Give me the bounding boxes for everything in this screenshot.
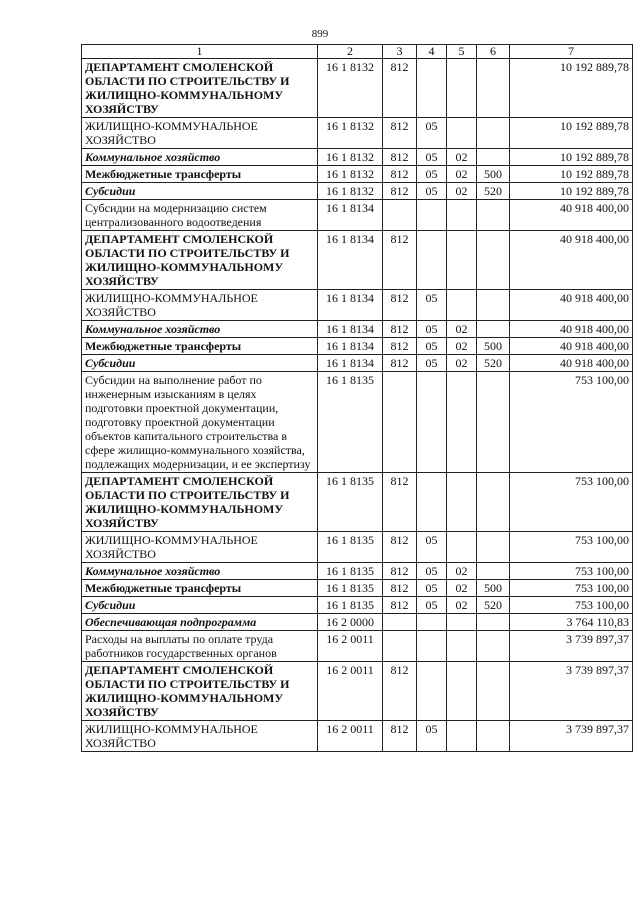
subsection-cell [447,662,477,721]
target-article-cell: 16 1 8135 [318,563,383,580]
table-row [82,321,633,338]
expense-kind-cell: 500 [477,338,510,355]
row-name-cell: Субсидии на модернизацию систем централизованного водоотведения [82,200,318,231]
table-row [82,532,633,563]
section-cell: 05 [417,183,447,200]
table-row [82,166,633,183]
amount-cell: 753 100,00 [510,372,633,473]
expense-kind-cell [477,200,510,231]
column-header-7: 7 [510,45,633,59]
row-name-cell: ДЕПАРТАМЕНТ СМОЛЕНСКОЙ ОБЛАСТИ ПО СТРОИТЕЛЬСТВУ И ЖИЛИЩНО-КОММУНАЛЬНОМУ ХОЗЯЙСТВУ [82,473,318,532]
target-article-cell: 16 1 8134 [318,321,383,338]
section-cell: 05 [417,290,447,321]
expense-kind-cell [477,59,510,118]
amount-cell: 3 739 897,37 [510,631,633,662]
expense-type-cell [383,372,417,473]
subsection-cell [447,532,477,563]
target-article-cell: 16 2 0000 [318,614,383,631]
page-number: 899 [311,28,329,40]
section-cell: 05 [417,597,447,614]
subsection-cell: 02 [447,338,477,355]
expense-kind-cell [477,721,510,752]
section-cell [417,614,447,631]
target-article-cell: 16 1 8135 [318,372,383,473]
section-cell: 05 [417,338,447,355]
target-article-cell: 16 1 8135 [318,580,383,597]
expense-type-cell: 812 [383,597,417,614]
amount-cell: 40 918 400,00 [510,321,633,338]
expense-kind-cell [477,631,510,662]
expense-kind-cell [477,662,510,721]
row-name-cell: Коммунальное хозяйство [82,149,318,166]
target-article-cell: 16 1 8134 [318,355,383,372]
table-row [82,473,633,532]
amount-cell: 10 192 889,78 [510,59,633,118]
amount-cell: 753 100,00 [510,473,633,532]
row-name-cell: Межбюджетные трансферты [82,338,318,355]
target-article-cell: 16 1 8134 [318,231,383,290]
section-cell: 05 [417,721,447,752]
subsection-cell [447,200,477,231]
expense-type-cell: 812 [383,166,417,183]
row-name-cell: Межбюджетные трансферты [82,166,318,183]
subsection-cell: 02 [447,597,477,614]
target-article-cell: 16 1 8135 [318,532,383,563]
expense-kind-cell: 520 [477,597,510,614]
expense-type-cell: 812 [383,563,417,580]
row-name-cell: ЖИЛИЩНО-КОММУНАЛЬНОЕ ХОЗЯЙСТВО [82,532,318,563]
row-name-cell: Межбюджетные трансферты [82,580,318,597]
subsection-cell [447,290,477,321]
expense-kind-cell [477,614,510,631]
section-cell: 05 [417,118,447,149]
subsection-cell [447,372,477,473]
row-name-cell: ДЕПАРТАМЕНТ СМОЛЕНСКОЙ ОБЛАСТИ ПО СТРОИТЕЛЬСТВУ И ЖИЛИЩНО-КОММУНАЛЬНОМУ ХОЗЯЙСТВУ [82,662,318,721]
row-name-cell: ЖИЛИЩНО-КОММУНАЛЬНОЕ ХОЗЯЙСТВО [82,118,318,149]
table-row [82,183,633,200]
expense-type-cell: 812 [383,338,417,355]
table-body [82,59,633,752]
table-row [82,355,633,372]
row-name-cell: Субсидии на выполнение работ по инженерным изысканиям в целях подготовки проектной документации, подготовку проектной документации объектов капитального строительства в сфере жилищно-коммунального хозяйства, подлежащих модернизации, и ее экспертизу [82,372,318,473]
expense-kind-cell: 520 [477,355,510,372]
section-cell [417,372,447,473]
target-article-cell: 16 1 8132 [318,149,383,166]
amount-cell: 753 100,00 [510,580,633,597]
table-row [82,662,633,721]
amount-cell: 3 739 897,37 [510,721,633,752]
expense-kind-cell [477,321,510,338]
amount-cell: 10 192 889,78 [510,183,633,200]
section-cell [417,473,447,532]
expense-type-cell: 812 [383,721,417,752]
expense-type-cell: 812 [383,118,417,149]
subsection-cell [447,473,477,532]
table-row [82,721,633,752]
row-name-cell: Субсидии [82,183,318,200]
section-cell: 05 [417,149,447,166]
table-row [82,614,633,631]
target-article-cell: 16 1 8134 [318,290,383,321]
table-row [82,149,633,166]
section-cell: 05 [417,532,447,563]
subsection-cell [447,631,477,662]
amount-cell: 753 100,00 [510,563,633,580]
expense-kind-cell: 500 [477,580,510,597]
target-article-cell: 16 2 0011 [318,631,383,662]
expense-type-cell: 812 [383,355,417,372]
expense-type-cell: 812 [383,59,417,118]
column-header-6: 6 [477,45,510,59]
expense-type-cell: 812 [383,231,417,290]
section-cell [417,631,447,662]
section-cell: 05 [417,321,447,338]
column-header-3: 3 [383,45,417,59]
section-cell: 05 [417,166,447,183]
row-name-cell: Коммунальное хозяйство [82,321,318,338]
section-cell [417,200,447,231]
subsection-cell: 02 [447,183,477,200]
section-cell [417,662,447,721]
subsection-cell: 02 [447,580,477,597]
amount-cell: 40 918 400,00 [510,200,633,231]
expense-type-cell [383,200,417,231]
column-header-4: 4 [417,45,447,59]
table-row [82,338,633,355]
target-article-cell: 16 2 0011 [318,721,383,752]
column-header-2: 2 [318,45,383,59]
amount-cell: 3 739 897,37 [510,662,633,721]
amount-cell: 10 192 889,78 [510,166,633,183]
expense-type-cell: 812 [383,532,417,563]
expense-type-cell: 812 [383,290,417,321]
row-name-cell: ДЕПАРТАМЕНТ СМОЛЕНСКОЙ ОБЛАСТИ ПО СТРОИТЕЛЬСТВУ И ЖИЛИЩНО-КОММУНАЛЬНОМУ ХОЗЯЙСТВУ [82,231,318,290]
amount-cell: 10 192 889,78 [510,118,633,149]
amount-cell: 40 918 400,00 [510,231,633,290]
row-name-cell: ЖИЛИЩНО-КОММУНАЛЬНОЕ ХОЗЯЙСТВО [82,290,318,321]
amount-cell: 753 100,00 [510,532,633,563]
table-row [82,59,633,118]
row-name-cell: Обеспечивающая подпрограмма [82,614,318,631]
expense-kind-cell: 520 [477,183,510,200]
subsection-cell: 02 [447,355,477,372]
row-name-cell: Субсидии [82,355,318,372]
row-name-cell: Коммунальное хозяйство [82,563,318,580]
expense-kind-cell [477,231,510,290]
amount-cell: 40 918 400,00 [510,338,633,355]
amount-cell: 753 100,00 [510,597,633,614]
target-article-cell: 16 1 8134 [318,200,383,231]
subsection-cell [447,231,477,290]
section-cell: 05 [417,563,447,580]
expense-type-cell: 812 [383,149,417,166]
target-article-cell: 16 2 0011 [318,662,383,721]
row-name-cell: Расходы на выплаты по оплате труда работников государственных органов [82,631,318,662]
section-cell [417,59,447,118]
amount-cell: 40 918 400,00 [510,290,633,321]
table-row [82,563,633,580]
row-name-cell: ДЕПАРТАМЕНТ СМОЛЕНСКОЙ ОБЛАСТИ ПО СТРОИТЕЛЬСТВУ И ЖИЛИЩНО-КОММУНАЛЬНОМУ ХОЗЯЙСТВУ [82,59,318,118]
table-row [82,580,633,597]
subsection-cell: 02 [447,563,477,580]
expense-kind-cell [477,149,510,166]
expense-type-cell: 812 [383,580,417,597]
expense-type-cell [383,631,417,662]
target-article-cell: 16 1 8132 [318,183,383,200]
target-article-cell: 16 1 8135 [318,473,383,532]
subsection-cell [447,721,477,752]
expense-kind-cell [477,532,510,563]
target-article-cell: 16 1 8132 [318,59,383,118]
expense-kind-cell [477,372,510,473]
column-header-1: 1 [82,45,318,59]
expense-kind-cell: 500 [477,166,510,183]
subsection-cell: 02 [447,149,477,166]
target-article-cell: 16 1 8132 [318,118,383,149]
section-cell [417,231,447,290]
subsection-cell [447,59,477,118]
amount-cell: 3 764 110,83 [510,614,633,631]
target-article-cell: 16 1 8132 [318,166,383,183]
expense-kind-cell [477,290,510,321]
amount-cell: 10 192 889,78 [510,149,633,166]
expense-type-cell [383,614,417,631]
row-name-cell: ЖИЛИЩНО-КОММУНАЛЬНОЕ ХОЗЯЙСТВО [82,721,318,752]
subsection-cell: 02 [447,166,477,183]
section-cell: 05 [417,355,447,372]
table-row [82,231,633,290]
expense-type-cell: 812 [383,662,417,721]
header-row [82,45,633,59]
row-name-cell: Субсидии [82,597,318,614]
table-row [82,597,633,614]
subsection-cell [447,614,477,631]
table-row [82,631,633,662]
expense-type-cell: 812 [383,183,417,200]
section-cell: 05 [417,580,447,597]
target-article-cell: 16 1 8135 [318,597,383,614]
amount-cell: 40 918 400,00 [510,355,633,372]
expense-kind-cell [477,473,510,532]
expense-kind-cell [477,563,510,580]
table-row [82,200,633,231]
subsection-cell [447,118,477,149]
table-row [82,118,633,149]
expense-kind-cell [477,118,510,149]
table-row [82,290,633,321]
expense-type-cell: 812 [383,321,417,338]
column-header-5: 5 [447,45,477,59]
target-article-cell: 16 1 8134 [318,338,383,355]
table-row [82,372,633,473]
budget-table [81,44,633,752]
expense-type-cell: 812 [383,473,417,532]
subsection-cell: 02 [447,321,477,338]
